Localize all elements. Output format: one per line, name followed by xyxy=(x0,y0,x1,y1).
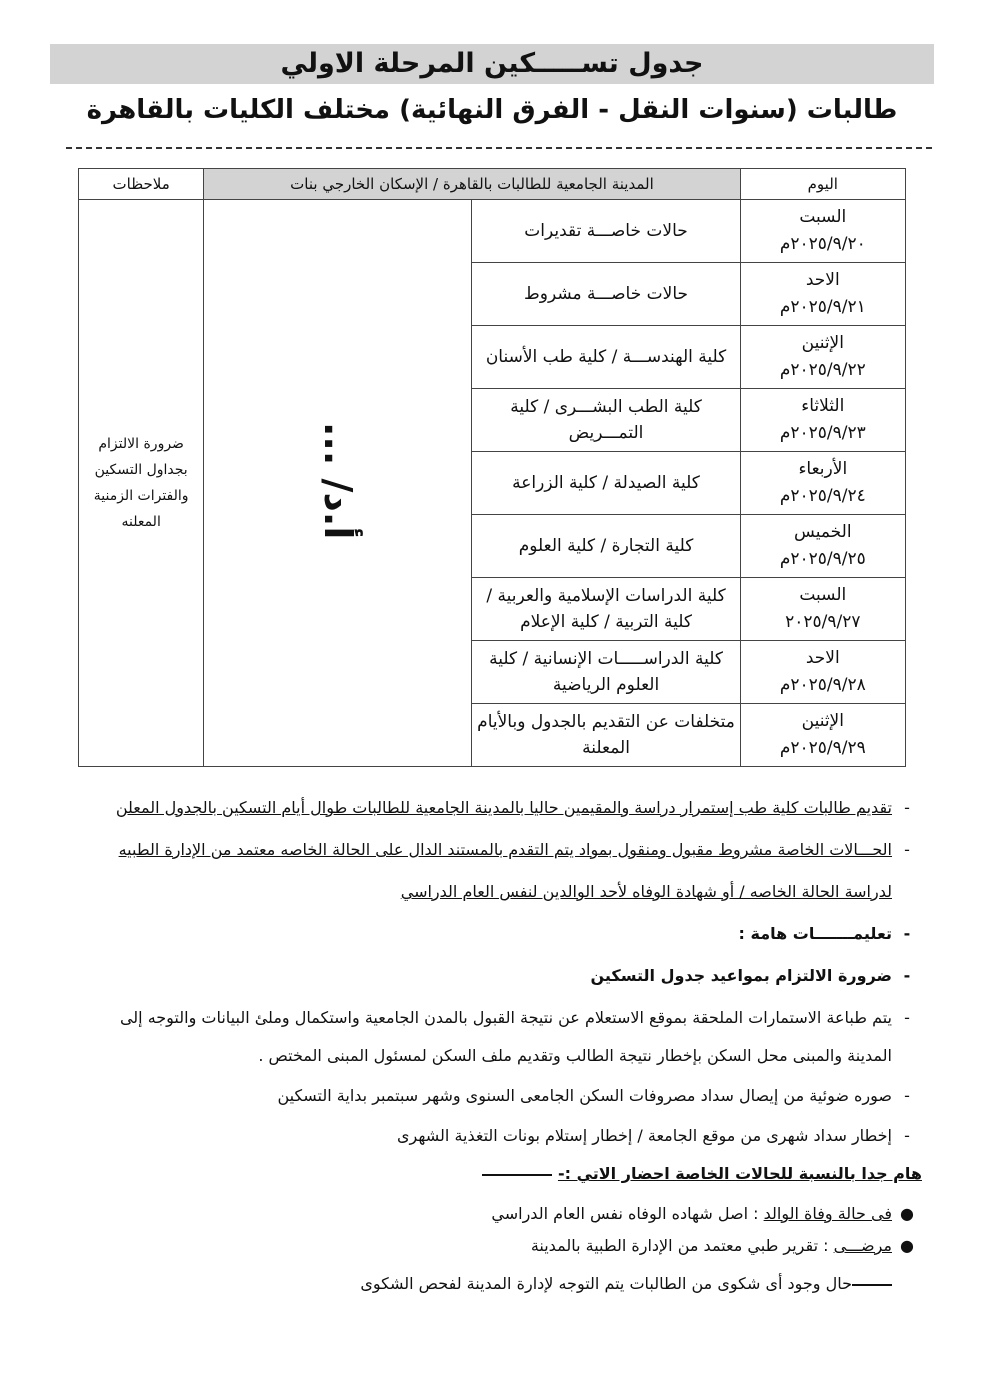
day-name: السبت xyxy=(799,585,847,605)
day-cell xyxy=(740,389,905,452)
day-name: الإثنين xyxy=(801,711,844,731)
dash-bullet: - xyxy=(903,966,911,985)
dash-bullet: - xyxy=(904,840,910,859)
instruction-text: ضرورة الالتزام بمواعيد جدول التسكين xyxy=(590,966,892,985)
dot-bullet: ● xyxy=(900,1236,914,1255)
day-name: الإثنين xyxy=(801,333,844,353)
day-name: الثلاثاء xyxy=(801,396,845,416)
day-cell xyxy=(740,578,905,641)
instruction-text: يتم طباعة الاستمارات الملحقة بموقع الاستعلام عن نتيجة القبول بالمدن الجامعية واستكمال وملئ البيانات والتوجه إلى xyxy=(119,1008,892,1027)
college-cell: متخلفات عن التقديم بالجدول وبالأيام المعلنة xyxy=(472,704,740,767)
college-cell: حالات خاصـــة مشروط xyxy=(472,263,740,326)
day-name: السبت xyxy=(799,207,847,227)
day-cell xyxy=(740,641,905,704)
dashed-divider xyxy=(66,147,932,149)
table-header-row xyxy=(79,169,906,200)
instruction-text: الحـــالات الخاصة مشروط مقبول ومنقول بمواد يتم التقدم بالمستند الدال على الحالة الخاصه معتمد من الإدارة الطبيه xyxy=(118,840,892,859)
underline-stroke xyxy=(482,1174,552,1176)
instruction-line xyxy=(40,882,892,901)
day-date: ٢٠٢٥/٩/٢١م xyxy=(779,297,866,317)
day-name: الاحد xyxy=(805,648,840,668)
day-name: الاحد xyxy=(805,270,840,290)
college-cell: كلية الدراسات الإسلامية والعربية / كلية التربية / كلية الإعلام xyxy=(472,578,740,641)
day-date: ٢٠٢٥/٩/٢٥م xyxy=(779,549,866,569)
complaint-line xyxy=(40,1274,892,1293)
notes-cell: ضرورة الالتزام بجداول التسكين والفترات الزمنية المعلنه xyxy=(79,200,204,767)
day-date: ٢٠٢٥/٩/٢٤م xyxy=(779,486,866,506)
instruction-text: إخطار سداد شهرى من موقع الجامعة / إخطار إستلام بونات التغذية الشهرى xyxy=(397,1126,892,1145)
instruction-line xyxy=(40,1126,922,1145)
document-subtitle: طالبات (سنوات النقل - الفرق النهائية) مختلف الكليات بالقاهرة xyxy=(86,95,898,125)
day-name: الأربعاء xyxy=(798,459,848,479)
bullet-label: فى حالة وفاة الوالد xyxy=(763,1204,892,1223)
document-title: جدول تســـــكين المرحلة الاولي xyxy=(280,48,704,79)
college-cell: كلية الهندســـة / كلية طب الأسنان xyxy=(472,326,740,389)
day-date: ٢٠٢٥/٩/٢٧ xyxy=(785,612,861,632)
day-cell xyxy=(740,263,905,326)
college-cell: كلية التجارة / كلية العلوم xyxy=(472,515,740,578)
instruction-line xyxy=(40,1086,922,1105)
day-cell xyxy=(740,326,905,389)
instruction-text: المدينة والمبنى محل السكن بإخطار نتيجة الطالب وتقديم ملف السكن لمسئول المبنى المختص . xyxy=(258,1046,892,1065)
dash-bullet: - xyxy=(904,1008,910,1027)
dash-bullet: - xyxy=(904,798,910,817)
column-header-notes: ملاحظات xyxy=(79,169,204,200)
column-header-day: اليوم xyxy=(740,169,905,200)
day-date: ٢٠٢٥/٩/٢٣م xyxy=(779,423,866,443)
instruction-line xyxy=(40,1046,892,1065)
day-date: ٢٠٢٥/٩/٢٢م xyxy=(779,360,866,380)
column-header-colleges: المدينة الجامعية للطالبات بالقاهرة / الإسكان الخارجي بنات xyxy=(204,169,740,200)
bullet-text: : اصل شهاده الوفاه نفس العام الدراسي xyxy=(491,1204,759,1223)
bullet-line xyxy=(40,1204,922,1223)
college-cell: كلية الطب البشـــرى / كلية التمـــريض xyxy=(472,389,740,452)
day-cell xyxy=(740,452,905,515)
day-date: ٢٠٢٥/٩/٢٠م xyxy=(779,234,866,254)
instruction-text: تقديم طالبات كلية طب إستمرار دراسة والمقيمين حاليا بالمدينة الجامعية للطالبات طوال أيام التسكين بالجدول المعلن xyxy=(115,798,892,817)
instruction-text: لدراسة الحالة الخاصه / أو شهادة الوفاه لأحد الوالدين لنفس العام الدراسي xyxy=(400,882,892,901)
schedule-table xyxy=(78,168,906,767)
day-cell xyxy=(740,200,905,263)
instructions-heading: تعليمـــــــات هامة : xyxy=(738,924,892,943)
dash-bullet: - xyxy=(904,1086,910,1105)
complaint-text: حال وجود أى شكوى من الطالبات يتم التوجه لإدارة المدينة لفحص الشكوى xyxy=(360,1274,852,1293)
underline-stroke xyxy=(852,1284,892,1286)
instruction-line xyxy=(40,1008,922,1027)
bullet-label: مرضـــى xyxy=(833,1236,892,1255)
instructions-heading-line xyxy=(40,924,922,943)
dash-bullet: - xyxy=(903,924,911,943)
day-cell xyxy=(740,515,905,578)
dot-bullet: ● xyxy=(900,1204,914,1223)
day-date: ٢٠٢٥/٩/٢٩م xyxy=(779,738,866,758)
instruction-line xyxy=(40,798,922,817)
college-cell: حالات خاصـــة تقديرات xyxy=(472,200,740,263)
instruction-line xyxy=(40,966,922,985)
college-cell: كلية الصيدلة / كلية الزراعة xyxy=(472,452,740,515)
day-name: الخميس xyxy=(794,522,852,542)
instruction-text: صوره ضوئية من إيصال سداد مصروفات السكن الجامعى السنوى وشهر سبتمبر بداية التسكين xyxy=(277,1086,892,1105)
bullet-line xyxy=(40,1236,922,1255)
table-row xyxy=(79,200,906,263)
day-date: ٢٠٢٥/٩/٢٨م xyxy=(779,675,866,695)
special-cases-heading-line xyxy=(40,1164,922,1183)
special-cases-heading: هام جدا بالنسبة للحالات الخاصة احضار الاتي :- xyxy=(557,1164,922,1183)
college-cell: كلية الدراســـــات الإنسانية / كلية العلوم الرياضية xyxy=(472,641,740,704)
dash-bullet: - xyxy=(904,1126,910,1145)
instruction-line xyxy=(40,840,922,859)
signature-cell xyxy=(204,200,472,767)
signature-mark: أ.د/ ... xyxy=(315,422,360,540)
bullet-text: : تقرير طبي معتمد من الإدارة الطبية بالمدينة xyxy=(530,1236,829,1255)
day-cell xyxy=(740,704,905,767)
